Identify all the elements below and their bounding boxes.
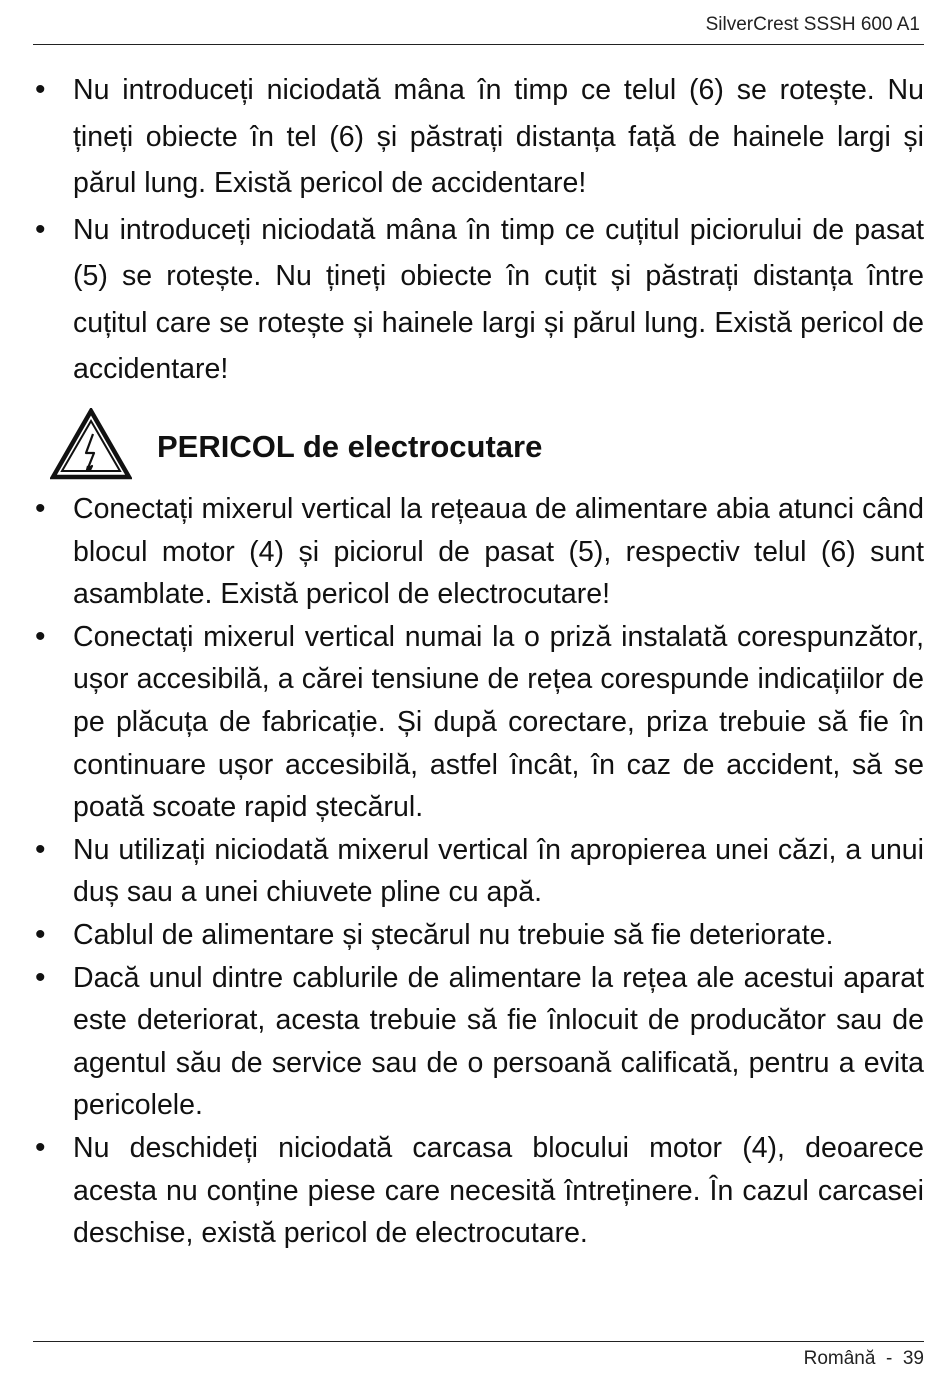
list-item-text: Nu utilizați niciodată mixerul vertical în apropierea unei căzi, a unui duș sau a unei chiuvete pline cu apă. (73, 833, 924, 909)
warning-title: PERICOL de electrocutare (157, 429, 543, 464)
document-header-title: SilverCrest SSSH 600 A1 (705, 14, 920, 35)
header-divider (33, 44, 924, 45)
bullet-icon: • (35, 832, 46, 866)
hazard-list-injury (33, 67, 924, 393)
bullet-icon: • (35, 917, 46, 951)
bullet-icon: • (35, 212, 46, 246)
list-item-text: Nu introduceți niciodată mâna în timp ce cuțitul piciorului de pasat (5) se rotește. Nu țineți obiecte în cuțit și păstrați distanța între cuțitul care se rotește și hainele largi și părul lung. Există pericol de accidentare! (73, 213, 924, 385)
bullet-icon: • (35, 1130, 46, 1164)
list-item (33, 207, 924, 393)
list-item (33, 488, 924, 616)
footer-divider (33, 1341, 924, 1342)
list-item-text: Nu introduceți niciodată mâna în timp ce telul (6) se rotește. Nu țineți obiecte în tel (6) și păstrați distanța față de hainele largi și părul lung. Există pericol de accidentare! (73, 74, 924, 199)
bullet-icon: • (35, 619, 46, 653)
list-item-text: Cablul de alimentare și ștecărul nu trebuie să fie deteriorate. (73, 918, 834, 951)
list-item-text: Conectați mixerul vertical la rețeaua de alimentare abia atunci când blocul motor (4) și piciorul de pasat (5), respectiv telul (6) sunt asamblate. Există pericol de electrocutare! (73, 493, 924, 611)
hazard-list-electric (33, 488, 924, 1255)
list-item (33, 1127, 924, 1255)
list-item (33, 914, 924, 957)
electric-hazard-triangle-icon (50, 408, 132, 480)
list-item (33, 67, 924, 207)
bullet-icon: • (35, 73, 46, 106)
list-item (33, 616, 924, 829)
bullet-icon: • (35, 960, 46, 994)
list-item (33, 829, 924, 914)
bullet-icon: • (35, 492, 46, 525)
list-item-text: Conectați mixerul vertical numai la o priză instalată corespunzător, ușor accesibilă, a cărei tensiune de rețea corespunde indicațiilor de pe plăcuța de fabricație. Și după corectare, priza trebuie să fie în continuare ușor accesibilă, astfel încât, în caz de accident, să se poată scoate rapid ștecărul. (73, 620, 924, 824)
list-item-text: Nu deschideți niciodată carcasa blocului motor (4), deoarece acesta nu conține piese care necesită întreținere. În cazul carcasei deschise, există pericol de electrocutare. (73, 1131, 924, 1250)
list-item (33, 957, 924, 1127)
list-item-text: Dacă unul dintre cablurile de alimentare la rețea ale acestui aparat este deteriorat, acesta trebuie să fie înlocuit de producător sau de agentul său de service sau de o persoană calificată, pentru a evita pericolele. (73, 961, 924, 1122)
page-number: Română - 39 (803, 1348, 924, 1369)
